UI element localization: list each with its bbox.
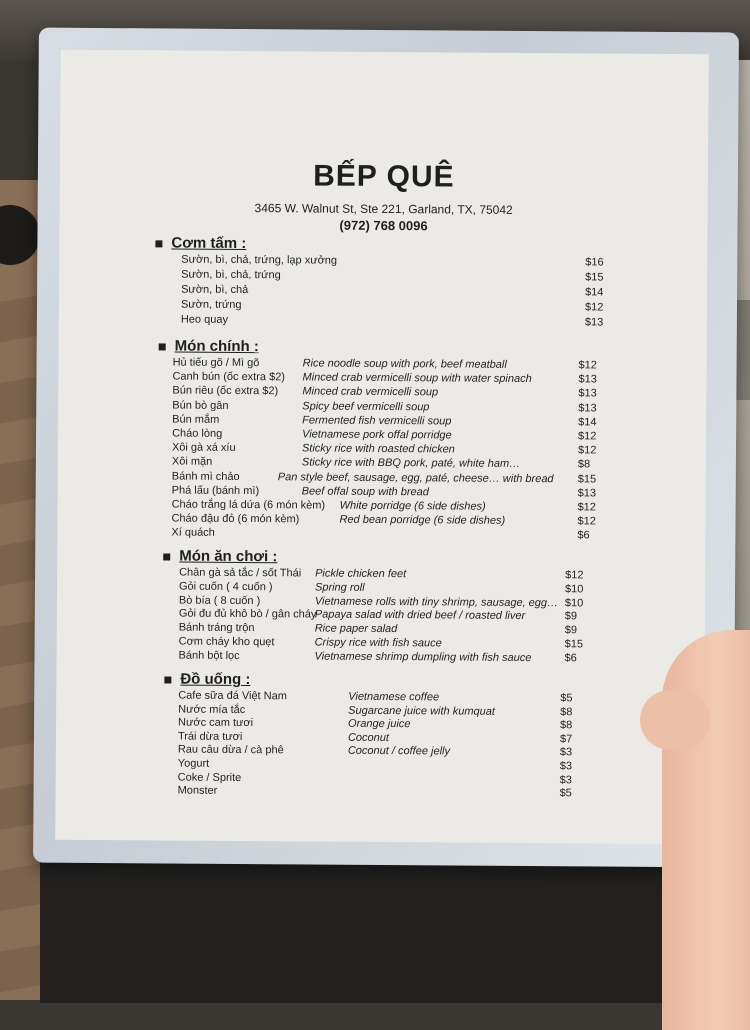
item-price: $12: [578, 359, 597, 372]
item-name-en: Spring roll: [314, 581, 365, 594]
section-title-text: Đồ uống :: [180, 670, 251, 689]
item-name-vn: Xôi mặn: [171, 455, 213, 469]
item-price: $12: [565, 569, 584, 582]
item-price: $12: [577, 501, 596, 514]
section-title: [155, 234, 246, 252]
item-name-vn: Sườn, bì, chả, trứng, lạp xưởng: [181, 253, 338, 267]
item-name-vn: Cháo lòng: [172, 427, 223, 440]
section-title-text: Món chính :: [174, 337, 259, 356]
item-price: $13: [577, 487, 597, 500]
item-name-vn: Hủ tiếu gõ / Mì gõ: [172, 356, 260, 370]
item-name-vn: Trái dừa tươi: [177, 730, 243, 743]
item-price: $13: [584, 316, 604, 329]
item-name-en: Spicy beef vermicelli soup: [302, 400, 430, 413]
item-name-en: White porridge (6 side dishes): [339, 499, 486, 513]
item-name-vn: Sườn, bì, chả, trứng: [181, 268, 281, 282]
item-name-en: Sticky rice with BBQ pork, paté, white ham…: [301, 456, 521, 471]
item-name-vn: Bún mắm: [172, 413, 220, 426]
background-table: [40, 860, 750, 1003]
thumb: [640, 690, 710, 750]
item-price: $13: [578, 387, 597, 400]
item-name-en: Minced crab vermicelli soup with water spinach: [302, 371, 532, 386]
item-price: $15: [577, 472, 597, 486]
item-name-vn: Yogurt: [177, 757, 210, 770]
item-name-vn: Gỏi cuốn ( 4 cuốn ): [178, 580, 273, 594]
item-name-vn: Rau câu dừa / cà phê: [177, 743, 284, 757]
section-title: [164, 670, 250, 688]
item-name-en: Minced crab vermicelli soup: [302, 385, 439, 399]
item-name-vn: Xôi gà xá xíu: [171, 441, 236, 455]
section-title-text: Cơm tấm :: [171, 234, 247, 253]
item-price: $12: [577, 444, 597, 457]
item-name-vn: Bánh tráng trộn: [178, 621, 255, 635]
item-price: $13: [578, 401, 597, 415]
item-name-en: Coconut / coffee jelly: [347, 745, 451, 758]
item-price: $8: [560, 719, 573, 732]
restaurant-name: BẾP QUÊ: [313, 159, 455, 194]
item-price: $12: [577, 515, 596, 528]
item-name-en: Rice noodle soup with pork, beef meatball: [302, 357, 507, 371]
restaurant-phone: (972) 768 0096: [339, 217, 428, 234]
item-name-vn: Coke / Sprite: [177, 771, 242, 784]
item-name-vn: Phá lấu (bánh mì): [171, 484, 260, 497]
item-name-vn: Bánh bột lọc: [178, 649, 240, 662]
item-price: $10: [564, 583, 584, 596]
section-title: [163, 547, 277, 565]
item-name-vn: Cafe sữa đá Việt Nam: [178, 689, 287, 703]
item-name-vn: Heo quay: [180, 313, 229, 326]
item-name-vn: Cháo trắng lá dứa (6 món kèm): [171, 498, 326, 512]
item-price: $7: [559, 733, 573, 746]
item-price: $12: [584, 301, 604, 314]
item-name-en: Sticky rice with roasted chicken: [301, 442, 455, 456]
item-name-en: Sugarcane juice with kumquat: [348, 704, 495, 718]
item-price: $12: [578, 430, 597, 443]
item-name-vn: Monster: [177, 784, 218, 798]
item-name-en: Crispy rice with fish sauce: [314, 636, 442, 650]
item-name-en: Pan style beef, sausage, egg, paté, cheese… with bread: [277, 470, 554, 485]
item-name-vn: Cháo đậu đỏ (6 món kèm): [171, 512, 300, 526]
item-name-en: Rice paper salad: [314, 622, 398, 636]
item-price: $9: [564, 624, 578, 637]
bullet-icon: [164, 676, 171, 683]
item-name-en: Vietnamese shrimp dumpling with fish sauce: [314, 650, 532, 664]
item-name-en: Papaya salad with dried beef / roasted liver: [314, 608, 526, 623]
item-price: $10: [564, 596, 584, 609]
item-price: $9: [564, 610, 578, 623]
item-name-en: Orange juice: [348, 717, 411, 731]
item-name-vn: Xí quách: [171, 526, 215, 540]
item-price: $14: [578, 416, 597, 429]
section-title: [159, 337, 259, 355]
item-price: $14: [585, 286, 604, 299]
bullet-icon: [155, 240, 162, 247]
menu-content: [55, 50, 708, 845]
item-name-en: Red bean porridge (6 side dishes): [339, 513, 506, 528]
section-title-text: Món ăn chơi :: [179, 547, 278, 566]
item-name-en: Vietnamese rolls with tiny shrimp, sausage, egg…: [314, 595, 559, 609]
item-name-en: Beef offal soup with bread: [301, 485, 429, 499]
item-name-en: Pickle chicken feet: [315, 567, 407, 581]
item-name-vn: Nước cam tươi: [178, 716, 254, 730]
item-price: $3: [559, 746, 573, 759]
item-price: $15: [564, 638, 584, 651]
item-name-en: Fermented fish vermicelli soup: [302, 414, 452, 428]
item-price: $8: [560, 705, 573, 718]
item-price: $16: [585, 256, 604, 269]
item-price: $6: [564, 652, 577, 665]
item-name-vn: Bún riêu (ốc extra $2): [172, 384, 279, 398]
item-name-vn: Bánh mì chảo: [171, 470, 240, 483]
item-price: $13: [578, 373, 597, 386]
bullet-icon: [163, 553, 170, 560]
item-name-vn: Canh bún (ốc extra $2): [172, 370, 286, 384]
item-price: $3: [559, 773, 572, 786]
item-price: $3: [559, 760, 573, 773]
restaurant-address: 3465 W. Walnut St, Ste 221, Garland, TX, 75042: [254, 201, 513, 217]
item-name-vn: Bún bò gân: [172, 399, 229, 412]
item-name-vn: Bò bía ( 8 cuốn ): [178, 594, 261, 607]
bullet-icon: [159, 343, 166, 350]
menu-paper: [55, 50, 708, 845]
item-name-en: Vietnamese coffee: [348, 690, 440, 704]
item-name-en: Coconut: [347, 731, 389, 744]
item-name-en: Vietnamese pork offal porridge: [302, 428, 452, 442]
item-price: $6: [577, 529, 590, 542]
item-name-vn: Cơm cháy kho quẹt: [178, 635, 275, 649]
item-name-vn: Sườn, trứng: [180, 298, 242, 311]
item-name-vn: Chân gà sả tắc / sốt Thái: [179, 566, 302, 580]
item-price: $5: [559, 787, 572, 800]
item-price: $8: [577, 458, 591, 471]
item-price: $5: [560, 692, 573, 705]
item-name-vn: Sườn, bì, chả: [181, 283, 249, 297]
laminated-menu: [33, 28, 739, 868]
item-name-vn: Gỏi đu đủ khô bò / gân cháy: [178, 607, 317, 621]
item-name-vn: Nước mía tắc: [178, 703, 246, 716]
item-price: $15: [585, 271, 604, 284]
